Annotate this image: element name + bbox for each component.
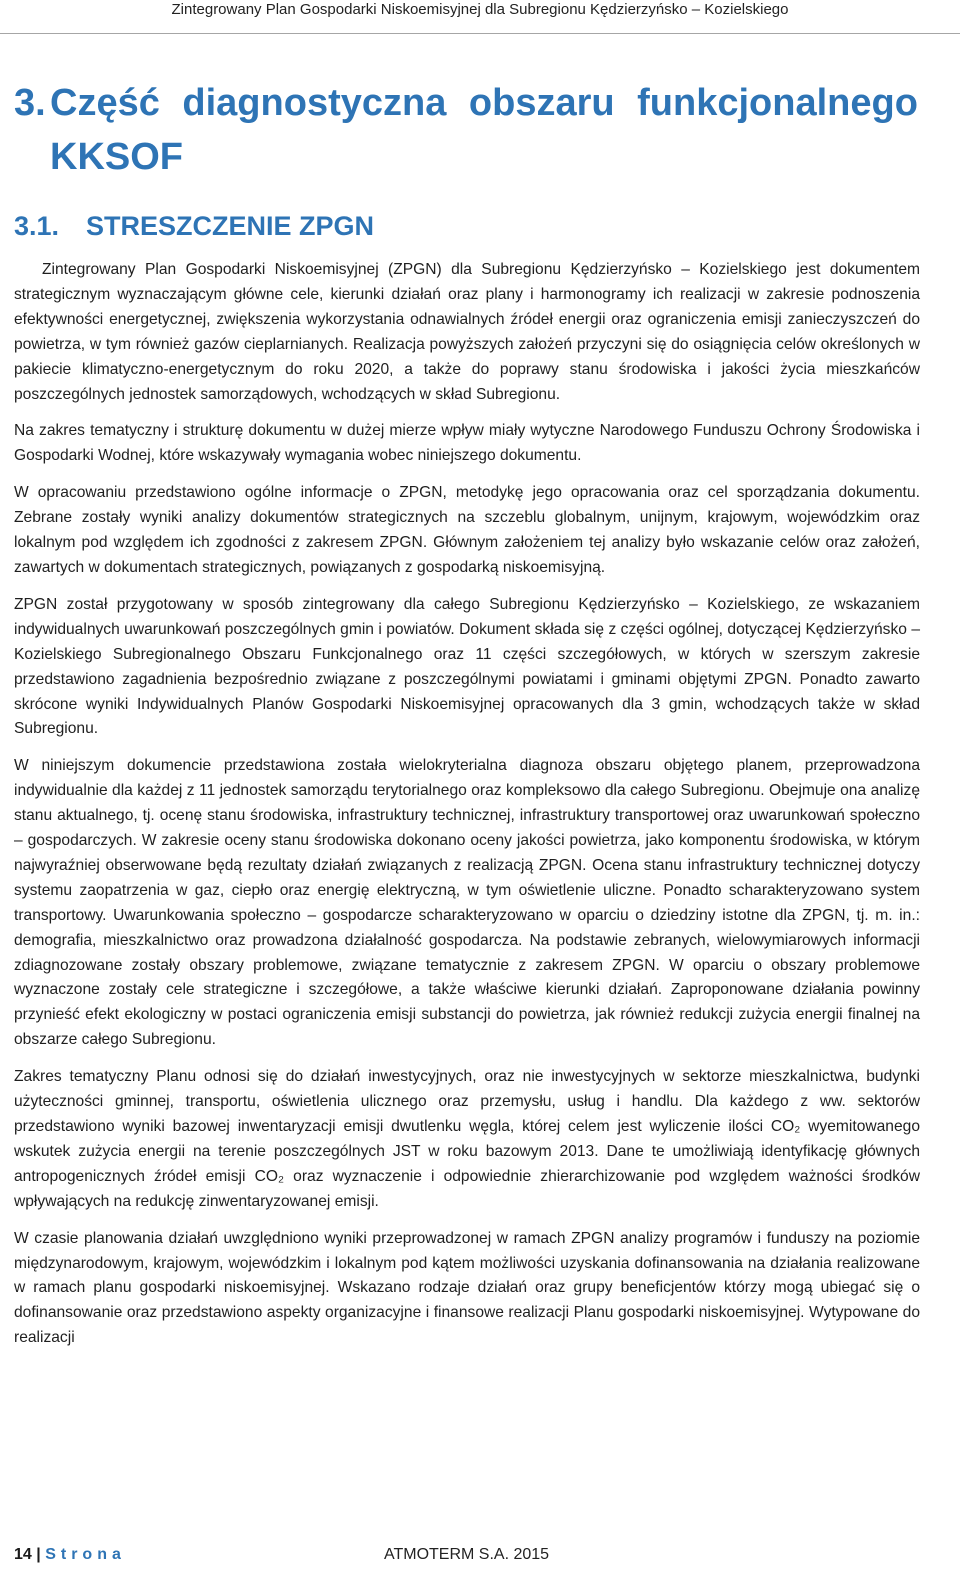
paragraph: W opracowaniu przedstawiono ogólne informacje o ZPGN, metodykę jego opracowania oraz cel sporządzania dokumentu. Zebrane zostały wyniki analizy dokumentów strategicznych na szczeblu globalnym, unijnym, krajowym, wojewódzkim oraz lokalnym pod względem ich zgodności z zakresem ZPGN. Głównym założeniem tej analizy było wskazanie celów oraz założeń, zawartych w dokumentach strategicznych, powiązanych z gospodarką niskoemisyjną. bbox=[14, 484, 920, 576]
footer-company: ATMOTERM S.A. 2015 bbox=[384, 1546, 550, 1563]
chapter-title-line2: KKSOF bbox=[50, 136, 183, 178]
page-label: Strona bbox=[45, 1546, 126, 1563]
paragraph: W niniejszym dokumencie przedstawiona została wielokryterialna diagnoza obszaru objętego planem, przeprowadzona indywidualnie dla każdej z 11 jednostek samorządu terytorialnego oraz kompleksowo dla całego Subregionu. Obejmuje ona analizę stanu aktualnego, tj. ocenę stanu środowiska, infrastruktury technicznej, infrastruktury transportowej oraz uwarunkowań społeczno – gospodarczych. W zakresie oceny stanu środowiska dokonano oceny jakości powietrza, jako komponentu środowiska, w którym najwyraźniej obserwowane będą rezultaty działań związanych z realizacją ZPGN. Ocena stanu infrastruktury technicznej dotyczy systemu zaopatrzenia w gaz, ciepło oraz energię elektryczną, w tym oświetlenie uliczne. Ponadto scharakteryzowano system transportowy. Uwarunkowania społeczno – gospodarcze scharakteryzowano w oparciu o dziedziny istotne dla ZPGN, tj. m. in.: demografia, mieszkalnictwo oraz prowadzona działalność gospodarcza. Na podstawie zebranych, wielowymiarowych informacji zdiagnozowane zostały obszary problemowe, związane tematycznie z zakresem ZPGN. W oparciu o obszary problemowe wyznaczone zostały cele strategiczne i szczegółowe, a także właściwe kierunki działań. Zaproponowane działania powinny przynieść efekt ekologiczny w postaci ograniczenia emisji substancji do powietrza, jak również redukcji zużycia energii finalnej na obszarze całego Subregionu. bbox=[14, 757, 920, 1049]
section-title: STRESZCZENIE ZPGN bbox=[86, 211, 375, 241]
header-title: Zintegrowany Plan Gospodarki Niskoemisyjnej dla Subregionu Kędzierzyńsko – Kozielskiego bbox=[171, 1, 789, 18]
paragraph: ZPGN został przygotowany w sposób zintegrowany dla całego Subregionu Kędzierzyńsko – Kozielskiego, ze wskazaniem indywidualnych uwarunkowań poszczególnych gmin i powiatów. Dokument składa się z części ogólnej, dotyczącej Kędzierzyńsko – Kozielskiego Subregionalnego Obszaru Funkcjonalnego oraz 11 części szczegółowych, w których w szerszym zakresie przedstawiono zagadnienia bezpośrednio związane z poszczególnymi powiatami i gminami objętymi ZPGN. Ponadto zawarto skrócone wyniki Indywidualnych Planów Gospodarki Niskoemisyjnej opracowanych dla 3 gmin, wchodzących także w skład Subregionu. bbox=[14, 595, 920, 738]
section-number: 3.1. bbox=[14, 211, 60, 241]
page-number: 14 bbox=[14, 1546, 32, 1563]
paragraph: Zakres tematyczny Planu odnosi się do działań inwestycyjnych, oraz nie inwestycyjnych w sektorze mieszkalnictwa, budynki użyteczności gminnej, transportu, oświetlenia ulicznego oraz przemysłu, usług i handlu. Dla każdego z ww. sektorów przedstawiono wyniki bazowej inwentaryzacji emisji dwutlenku węgla, której celem jest wyliczenie ilości CO₂ wyemitowanego wskutek zużycia energii na terenie poszczególnych JST w roku bazowym 2013. Dane te umożliwiają identyfikację głównych antropogenicznych źródeł emisji CO₂ oraz wyznaczenie i odpowiednie zhierarchizowanie pod względem ważności środków wpływających na redukcję zinwentaryzowanej emisji. bbox=[14, 1068, 920, 1210]
section-heading bbox=[14, 206, 934, 246]
chapter-title-line1: Część diagnostyczna obszaru funkcjonalnego bbox=[50, 82, 918, 124]
paragraph: W czasie planowania działań uwzględniono wyniki przeprowadzonej w ramach ZPGN analizy programów i funduszy na poziomie międzynarodowym, krajowym, wojewódzkim i lokalnym pod kątem możliwości uzyskania dofinansowania na działania realizowane w ramach planu gospodarki niskoemisyjnej. Wskazano rodzaje działań oraz grupy beneficjentów którzy mogą ubiegać się o dofinansowanie oraz przedstawiono aspekty organizacyjne i finansowe realizacji Planu gospodarki niskoemisyjnej. Wytypowane do realizacji bbox=[14, 1229, 920, 1347]
footer-separator: | bbox=[36, 1546, 41, 1563]
paragraph: Zintegrowany Plan Gospodarki Niskoemisyjnej (ZPGN) dla Subregionu Kędzierzyńsko – Kozielskiego jest dokumentem strategicznym wyznaczającym główne cele, kierunki działań oraz plany i harmonogramy ich realizacji w zakresie podnoszenia efektywności energetycznej, zwiększenia wykorzystania odnawialnych źródeł energii oraz ograniczenia emisji zanieczyszczeń do powietrza, w tym również gazów cieplarnianych. Realizacja powyższych założeń przyczyni się do osiągnięcia celów określonych w pakiecie klimatyczno-energetycznym do roku 2020, a także do poprawy stanu środowiska i jakości życia mieszkańców poszczególnych jednostek samorządowych, wchodzących w skład Subregionu. bbox=[14, 261, 920, 403]
body-text bbox=[14, 258, 920, 1363]
chapter-number: 3. bbox=[14, 82, 46, 124]
page-footer bbox=[14, 1543, 934, 1567]
paragraph: Na zakres tematyczny i strukturę dokumentu w dużej mierze wpływ miały wytyczne Narodowego Funduszu Ochrony Środowiska i Gospodarki Wodnej, które wskazywały wymagania wobec niniejszego dokumentu. bbox=[14, 422, 920, 465]
chapter-heading bbox=[14, 76, 934, 184]
running-header bbox=[0, 0, 960, 34]
